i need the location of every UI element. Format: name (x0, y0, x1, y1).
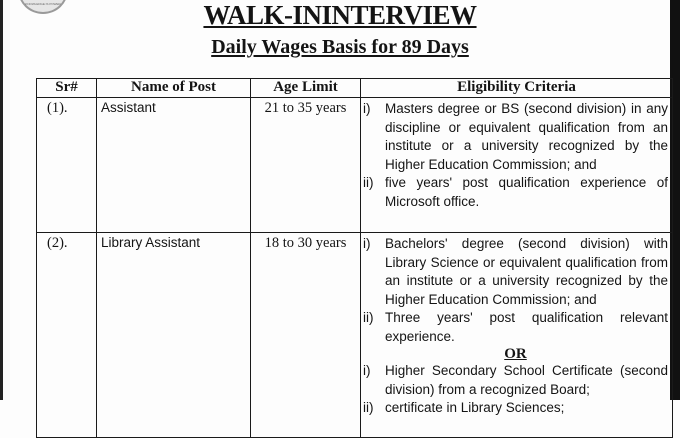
column-header-criteria: Eligibility Criteria (361, 79, 673, 98)
subtitle-text: Daily Wages Basis for 89 Days (211, 36, 469, 58)
criteria-item (363, 100, 668, 174)
cell-sr: (1). (37, 98, 97, 233)
criteria-number: ii) (363, 400, 374, 415)
cell-age: 18 to 30 years (251, 233, 361, 438)
criteria-item (363, 174, 668, 211)
criteria-number: i) (363, 236, 371, 251)
criteria-number: ii) (363, 310, 374, 325)
positions-table (36, 78, 673, 438)
cell-criteria (361, 98, 673, 233)
criteria-text: five years' post qualification experience of Microsoft office. (385, 175, 668, 209)
criteria-number: i) (363, 101, 371, 116)
title-text: WALK-ININTERVIEW (203, 0, 477, 30)
criteria-item (363, 362, 668, 399)
criteria-item (363, 309, 668, 346)
cell-criteria (361, 233, 673, 438)
page-subtitle (0, 36, 680, 59)
or-separator: OR (504, 346, 527, 362)
criteria-text: certificate in Library Sciences; (385, 400, 565, 415)
column-header-age: Age Limit (251, 79, 361, 98)
table-header-row (37, 79, 673, 98)
criteria-item (363, 399, 668, 418)
table-row (37, 98, 673, 233)
criteria-text: Bachelors' degree (second division) with Library Science or equivalent qualification from an institute or a university recognized by the Higher Education Commission; and (385, 236, 668, 307)
criteria-number: ii) (363, 175, 374, 190)
criteria-number: i) (363, 363, 371, 378)
cell-age: 21 to 35 years (251, 98, 361, 233)
criteria-text: Three years' post qualification relevant experience. (385, 310, 668, 344)
logo-motto: KNOWLEDGE IS POWER (25, 2, 61, 6)
page-title (0, 0, 680, 31)
cell-post: Assistant (97, 98, 251, 233)
table-row (37, 233, 673, 438)
cell-post: Library Assistant (97, 233, 251, 438)
criteria-text: Higher Secondary School Certificate (second division) from a recognized Board; (385, 363, 668, 397)
cell-sr: (2). (37, 233, 97, 438)
column-header-post: Name of Post (97, 79, 251, 98)
criteria-text: Masters degree or BS (second division) in any discipline or equivalent qualification from an institute or a university recognized by the Higher Education Commission; and (385, 101, 668, 172)
page-border-left (0, 0, 3, 400)
criteria-item (363, 235, 668, 309)
column-header-sr: Sr# (37, 79, 97, 98)
